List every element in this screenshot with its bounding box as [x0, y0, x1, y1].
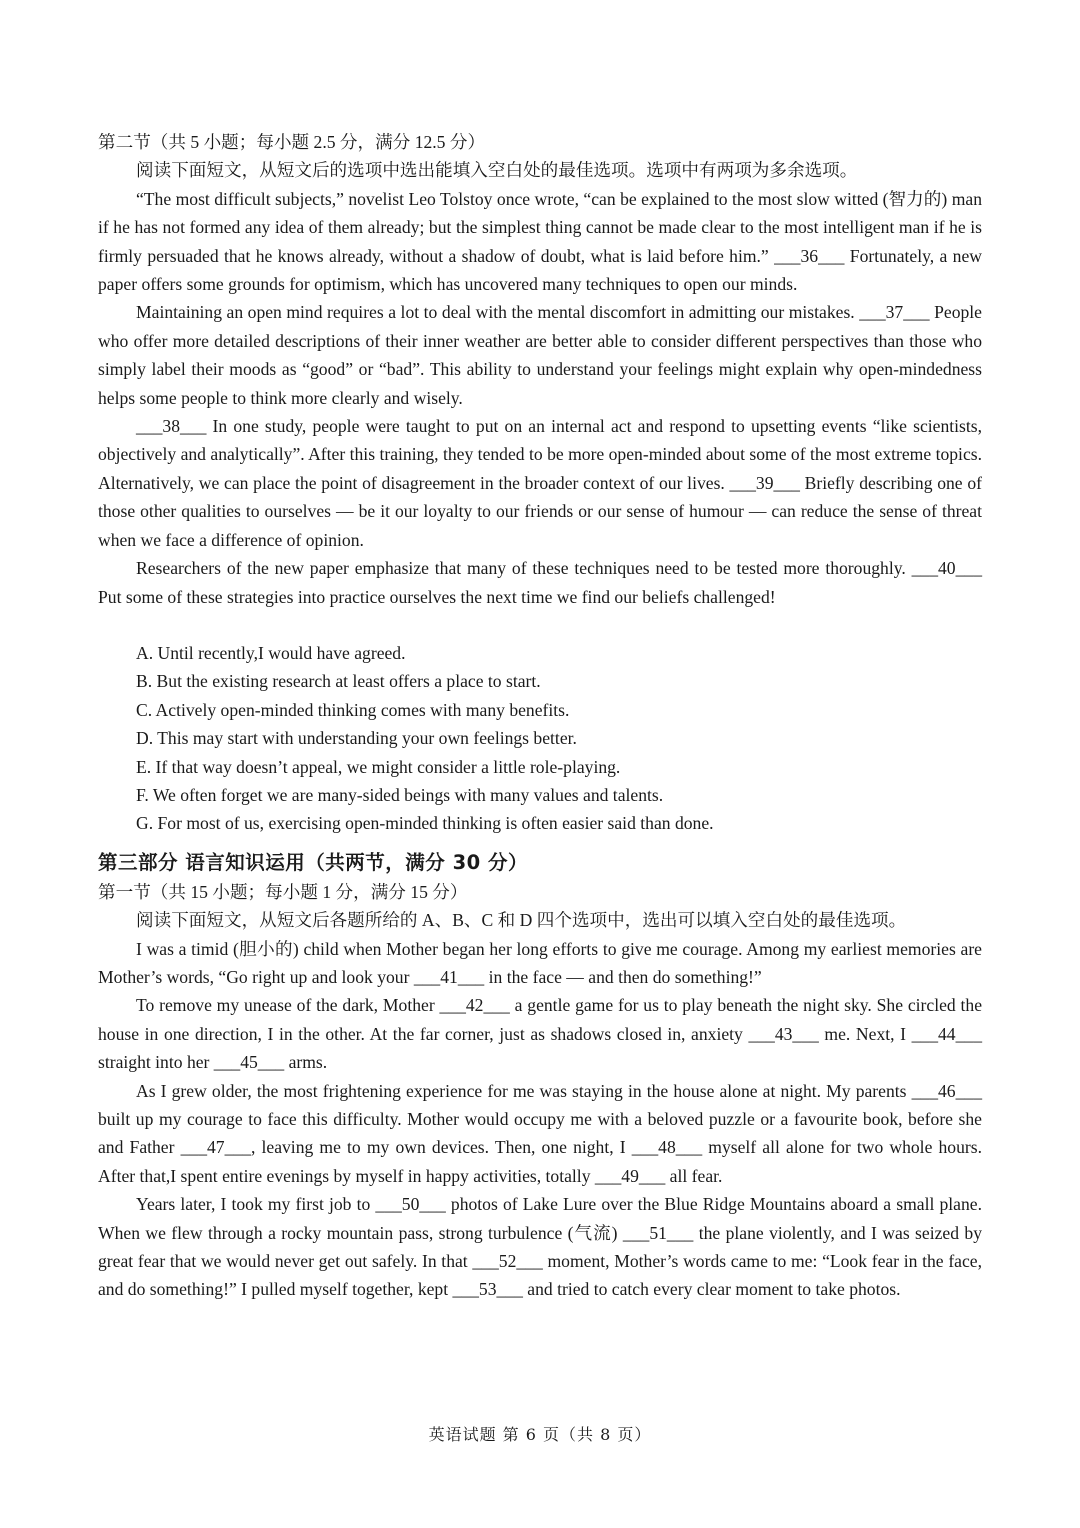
option-b: B. But the existing research at least offers a place to start.	[136, 671, 541, 692]
page-footer: 英语试题 第 6 页（共 8 页）	[428, 1425, 652, 1444]
option-f: F. We often forget we are many-sided beings with many values and talents.	[136, 784, 664, 805]
part3-title: 第三部分 语言知识运用（共两节，满分 30 分）	[98, 850, 529, 874]
option-d: D. This may start with understanding your own feelings better.	[136, 728, 577, 749]
passage-paragraph: ___38___ In one study, people were taught to put on an internal act and respond to upsetting events “like scientists, objectively and analytically”. After this training, they tended to be more open-minded about some of the most extreme topics. Alternatively, we can place the point of disagreement in the broader context of our lives. ___39___ Briefly describing one of those other qualities to ourselves — be it our loyalty to our friends or our sense of humour — can reduce the sense of threat when we face a difference of opinion.	[98, 416, 982, 550]
cloze-paragraph: As I grew older, the most frightening experience for me was staying in the house alone at night. My parents ___46___ built up my courage to face this difficulty. Mother would occupy me with a beloved puzzle or a favourite book, before she and Father ___47___, leaving me to my own devices. Then, one night, I ___48___ myself all alone for two whole hours. After that,I spent entire evenings by myself in happy activities, totally ___49___ all fear.	[98, 1080, 982, 1186]
cloze-paragraph: I was a timid (胆小的) child when Mother began her long efforts to give me courage. Among my earliest memories are Mother’s words, “Go right up and look your ___41___ in the face — and then do something!”	[98, 938, 982, 987]
section2-instruction: 阅读下面短文，从短文后的选项中选出能填入空白处的最佳选项。选项中有两项为多余选项。	[136, 160, 858, 181]
part3-section1-header: 第一节（共 15 小题；每小题 1 分，满分 15 分）	[98, 881, 468, 902]
cloze-paragraph: To remove my unease of the dark, Mother ___42___ a gentle game for us to play beneath the night sky. She circled the house in one direction, I in the other. At the far corner, just as shadows closed in, anxiety ___43___ me. Next, I ___44___ straight into her ___45___ arms.	[98, 995, 982, 1073]
exam-page	[98, 128, 982, 1304]
option-c: C. Actively open-minded thinking comes with many benefits.	[136, 699, 570, 720]
part3-instruction: 阅读下面短文，从短文后各题所给的 A、B、C 和 D 四个选项中，选出可以填入空白处的最佳选项。	[136, 910, 907, 931]
passage-paragraph: “The most difficult subjects,” novelist Leo Tolstoy once wrote, “can be explained to the most slow witted (智力的) man if he has not formed any idea of them already; but the simplest thing cannot be made clear to the most intelligent man if he is firmly persuaded that he knows already, without a shadow of doubt, what is laid before him.” ___36___ Fortunately, a new paper offers some grounds for optimism, which has uncovered many techniques to open our minds.	[98, 188, 982, 295]
passage-paragraph: Maintaining an open mind requires a lot to deal with the mental discomfort in admitting our mistakes. ___37___ People who offer more detailed descriptions of their inner weather are better able to consider different perspectives than those who simply label their moods as “good” or “bad”. This ability to understand your feelings might explain why open-mindedness helps some people to think more clearly and wisely.	[98, 302, 982, 408]
option-g: G. For most of us, exercising open-minded thinking is often easier said than done.	[136, 813, 714, 834]
cloze-paragraph: Years later, I took my first job to ___50___ photos of Lake Lure over the Blue Ridge Mountains aboard a small plane. When we flew through a rocky mountain pass, strong turbulence (气流) ___51___ the plane violently, and I was seized by great fear that we would never get out safely. In that ___52___ moment, Mother’s words came to me: “Look fear in the face, and do something!” I pulled myself together, kept ___53___ and tried to catch every clear moment to take photos.	[98, 1194, 982, 1300]
answer-options	[98, 639, 982, 838]
passage-paragraph: Researchers of the new paper emphasize that many of these techniques need to be tested more thoroughly. ___40___ Put some of these strategies into practice ourselves the next time we find our beliefs challenged!	[98, 558, 982, 607]
option-a: A. Until recently,I would have agreed.	[136, 642, 406, 663]
option-e: E. If that way doesn’t appeal, we might consider a little role-playing.	[136, 756, 621, 777]
section2-header: 第二节（共 5 小题；每小题 2.5 分，满分 12.5 分）	[98, 132, 486, 152]
